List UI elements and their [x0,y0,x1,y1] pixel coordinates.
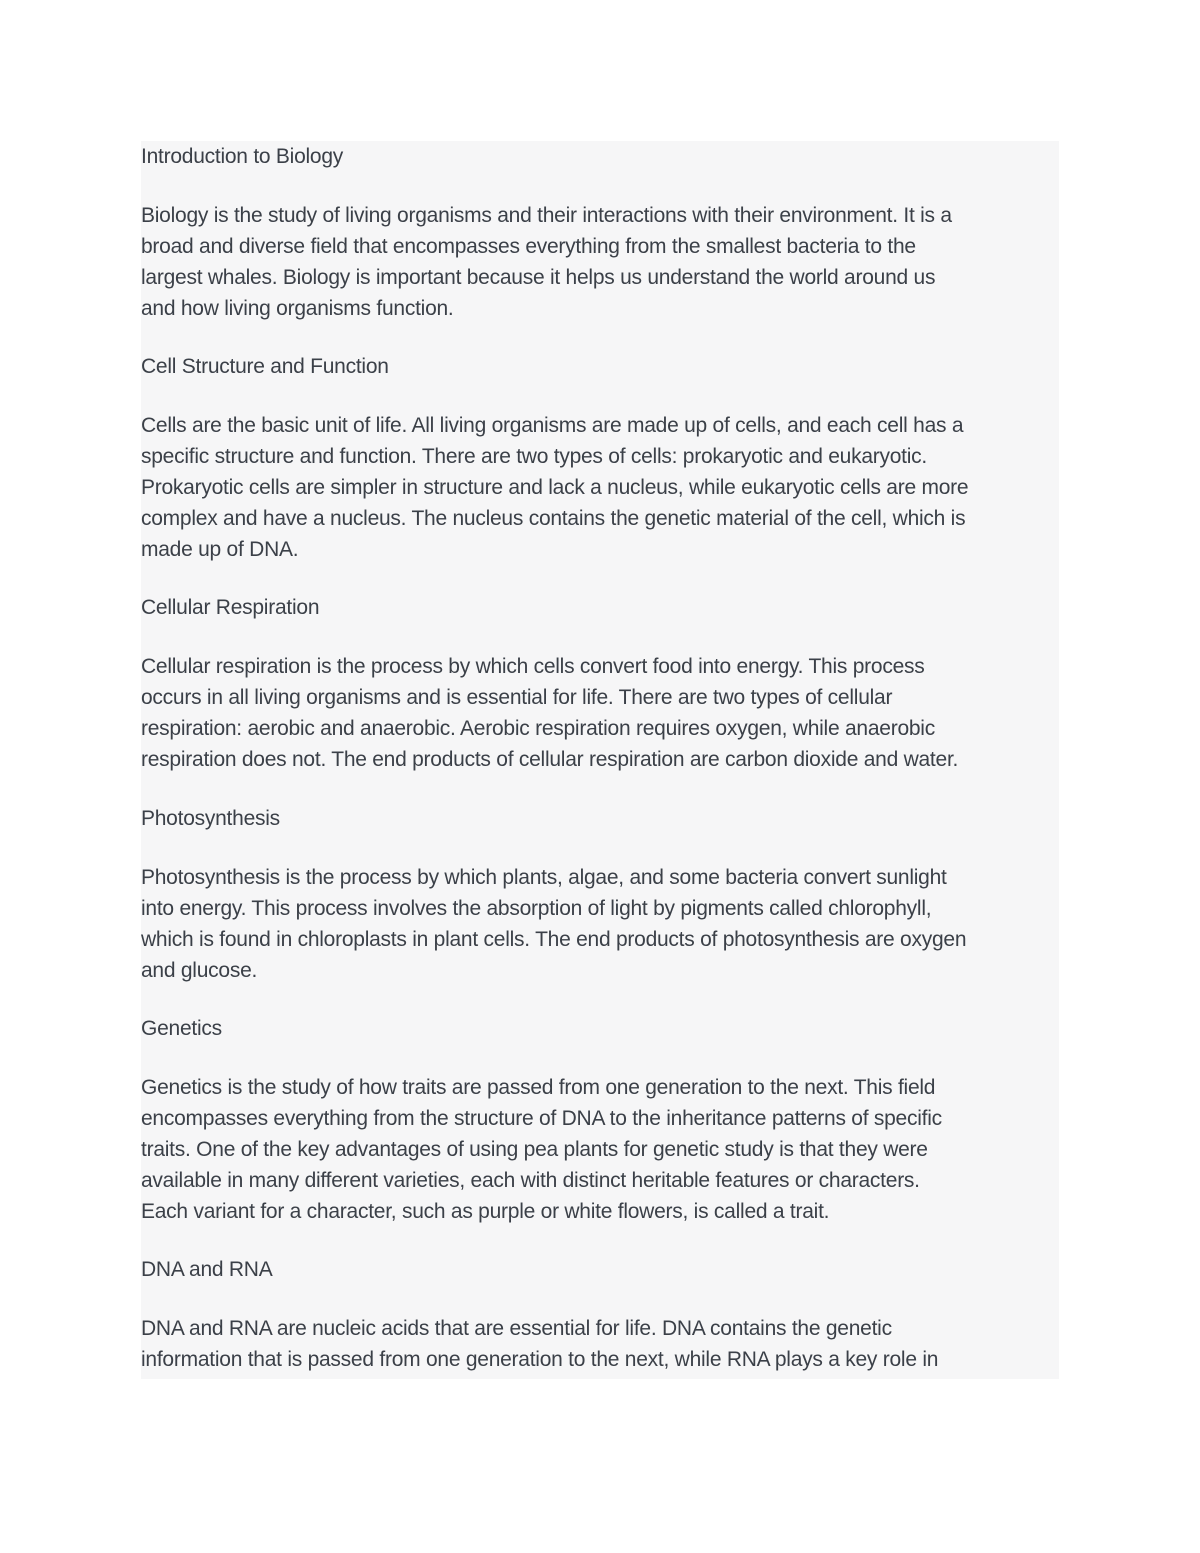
body-line: Cells are the basic unit of life. All living organisms are made up of cells, and each cell has a [141,414,964,437]
section-body-introduction [141,200,952,324]
body-line: Photosynthesis is the process by which plants, algae, and some bacteria convert sunlight [141,866,947,889]
body-line: encompasses everything from the structure of DNA to the inheritance patterns of specific [141,1107,942,1130]
body-line: respiration: aerobic and anaerobic. Aerobic respiration requires oxygen, while anaerobic [141,717,935,740]
body-line: traits. One of the key advantages of using pea plants for genetic study is that they were [141,1138,928,1161]
body-line: and how living organisms function. [141,297,454,320]
body-line: specific structure and function. There are two types of cells: prokaryotic and eukaryotic. [141,445,927,468]
body-line: information that is passed from one generation to the next, while RNA plays a key role in [141,1348,939,1371]
section-heading-genetics: Genetics [141,1017,222,1040]
body-line: Genetics is the study of how traits are passed from one generation to the next. This field [141,1076,936,1099]
section-body-genetics [141,1072,942,1227]
body-line: occurs in all living organisms and is essential for life. There are two types of cellular [141,686,893,709]
body-line: and glucose. [141,959,258,982]
section-heading-introduction: Introduction to Biology [141,145,344,168]
body-line: made up of DNA. [141,538,299,561]
body-line: available in many different varieties, each with distinct heritable features or characters. [141,1169,920,1192]
section-heading-cell-structure: Cell Structure and Function [141,355,389,378]
body-line: Cellular respiration is the process by which cells convert food into energy. This process [141,655,925,678]
section-heading-dna-rna: DNA and RNA [141,1258,273,1281]
body-line: Prokaryotic cells are simpler in structure and lack a nucleus, while eukaryotic cells are more [141,476,969,499]
section-body-cellular-respiration [141,651,958,775]
body-line: largest whales. Biology is important because it helps us understand the world around us [141,266,936,289]
section-body-dna-rna [141,1313,938,1375]
body-line: into energy. This process involves the absorption of light by pigments called chlorophyll, [141,897,932,920]
text-content-block [141,141,1059,1379]
body-line: complex and have a nucleus. The nucleus contains the genetic material of the cell, which is [141,507,966,530]
body-line: DNA and RNA are nucleic acids that are essential for life. DNA contains the genetic [141,1317,892,1340]
section-heading-cellular-respiration: Cellular Respiration [141,596,320,619]
section-heading-photosynthesis: Photosynthesis [141,807,280,830]
body-line: Biology is the study of living organisms and their interactions with their environment. It is a [141,204,952,227]
section-body-photosynthesis [141,862,966,986]
body-line: Each variant for a character, such as purple or white flowers, is called a trait. [141,1200,830,1223]
body-line: which is found in chloroplasts in plant cells. The end products of photosynthesis are oxygen [141,928,967,951]
body-line: respiration does not. The end products of cellular respiration are carbon dioxide and water. [141,748,959,771]
section-body-cell-structure [141,410,968,565]
body-line: broad and diverse field that encompasses everything from the smallest bacteria to the [141,235,916,258]
